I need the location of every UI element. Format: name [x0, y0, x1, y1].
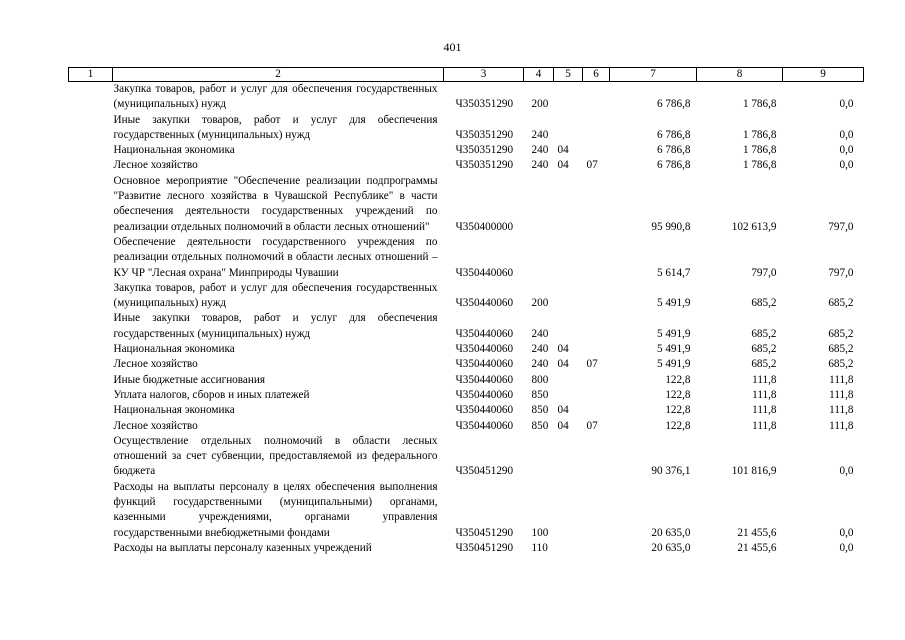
- row-index-cell: [69, 419, 113, 434]
- section-code: [554, 480, 583, 541]
- amount-col9: 797,0: [828, 220, 854, 233]
- section-code: 04: [557, 419, 569, 432]
- amount-col8: 685,2: [751, 297, 777, 310]
- amount-col8: 111,8: [752, 373, 777, 386]
- amount-col9: 0,0: [839, 128, 854, 141]
- header-cell: 2: [113, 68, 444, 82]
- table-body: [69, 82, 864, 557]
- amount-col8: 111,8: [752, 419, 777, 432]
- target-article-code: Ч350440060: [455, 297, 514, 310]
- table-header: [69, 68, 864, 82]
- expense-name: Национальная экономика: [113, 343, 235, 356]
- amount-col8: 21 455,6: [737, 526, 777, 539]
- table-row: [69, 281, 864, 312]
- subsection-code: [583, 403, 610, 418]
- expense-type-code: 200: [531, 98, 549, 111]
- row-index-cell: [69, 113, 113, 144]
- subsection-code: [583, 434, 610, 480]
- header-row: [69, 68, 864, 82]
- amount-col7: 20 635,0: [651, 526, 691, 539]
- amount-col9: 111,8: [829, 419, 854, 432]
- page-number: 401: [443, 40, 462, 54]
- expense-name: Лесное хозяйство: [113, 159, 198, 172]
- amount-col8: 101 816,9: [731, 465, 777, 478]
- target-article-code: Ч350351290: [455, 144, 514, 157]
- amount-col7: 5 614,7: [656, 266, 691, 279]
- expense-name: Расходы на выплаты персоналу в целях обеспечения выполнения функций государственными (муниципальными) органами, казенными учреждениями, органами управления государственными внебюджетными фондами: [113, 480, 438, 539]
- amount-col7: 5 491,9: [656, 297, 691, 310]
- amount-col7: 122,8: [665, 373, 691, 386]
- amount-col8: 111,8: [752, 388, 777, 401]
- target-article-code: Ч350351290: [455, 159, 514, 172]
- amount-col7: 122,8: [665, 404, 691, 417]
- amount-col9: 0,0: [839, 98, 854, 111]
- target-article-code: Ч350400000: [455, 220, 514, 233]
- amount-col7: 5 491,9: [656, 358, 691, 371]
- target-article-code: Ч350440060: [455, 373, 514, 386]
- expense-type-code: [524, 174, 554, 235]
- row-index-cell: [69, 373, 113, 388]
- amount-col9: 0,0: [839, 144, 854, 157]
- subsection-code: [583, 342, 610, 357]
- amount-col9: 0,0: [839, 541, 854, 554]
- section-code: 04: [557, 343, 569, 356]
- subsection-code: [583, 311, 610, 342]
- expense-name: Лесное хозяйство: [113, 419, 198, 432]
- amount-col7: 122,8: [665, 388, 691, 401]
- amount-col7: 122,8: [665, 419, 691, 432]
- expense-type-code: [524, 434, 554, 480]
- row-index-cell: [69, 174, 113, 235]
- expense-type-code: 100: [531, 526, 549, 539]
- table-row: [69, 158, 864, 173]
- expense-type-code: 850: [531, 419, 549, 432]
- expense-type-code: 200: [531, 297, 549, 310]
- expense-type-code: 110: [531, 541, 548, 554]
- section-code: [554, 174, 583, 235]
- section-code: [554, 434, 583, 480]
- section-code: [554, 82, 583, 113]
- header-cell: 7: [610, 68, 697, 82]
- subsection-code: [583, 373, 610, 388]
- target-article-code: Ч350451290: [455, 465, 514, 478]
- expense-type-code: 240: [531, 358, 549, 371]
- row-index-cell: [69, 403, 113, 418]
- header-cell: 5: [554, 68, 583, 82]
- section-code: [554, 311, 583, 342]
- expense-type-code: 240: [531, 343, 549, 356]
- expense-name: Уплата налогов, сборов и иных платежей: [113, 388, 310, 401]
- amount-col8: 111,8: [752, 404, 777, 417]
- table-row: [69, 82, 864, 113]
- row-index-cell: [69, 357, 113, 372]
- amount-col8: 797,0: [751, 266, 777, 279]
- section-code: [554, 541, 583, 556]
- row-index-cell: [69, 311, 113, 342]
- expense-name: Иные закупки товаров, работ и услуг для обеспечения государственных (муниципальных) нужд: [113, 312, 438, 340]
- subsection-code: [583, 388, 610, 403]
- amount-col8: 1 786,8: [742, 144, 777, 157]
- amount-col7: 90 376,1: [651, 465, 691, 478]
- amount-col7: 95 990,8: [651, 220, 691, 233]
- target-article-code: Ч350451290: [455, 526, 514, 539]
- expense-type-code: 240: [531, 327, 549, 340]
- subsection-code: [583, 113, 610, 144]
- table-row: [69, 113, 864, 144]
- table-row: [69, 342, 864, 357]
- table-row: [69, 373, 864, 388]
- amount-col7: 6 786,8: [656, 159, 691, 172]
- expense-name: Осуществление отдельных полномочий в области лесных отношений за счет субвенции, предоставляемой из федерального бюджета: [113, 434, 438, 478]
- section-code: [554, 113, 583, 144]
- section-code: [554, 373, 583, 388]
- section-code: 04: [557, 144, 569, 157]
- header-cell: 6: [583, 68, 610, 82]
- target-article-code: Ч350440060: [455, 388, 514, 401]
- header-cell: 1: [69, 68, 113, 82]
- amount-col9: 111,8: [829, 373, 854, 386]
- row-index-cell: [69, 434, 113, 480]
- table-row: [69, 174, 864, 235]
- amount-col8: 685,2: [751, 327, 777, 340]
- expense-name: Основное мероприятие "Обеспечение реализации подпрограммы "Развитие лесного хозяйства в Чувашской Республике" в части обеспечения деятельности государственных учреждений по реализации отдельных полномочий в области лесных отношений": [113, 174, 438, 233]
- expense-name: Расходы на выплаты персоналу казенных учреждений: [113, 541, 372, 554]
- subsection-code: [583, 143, 610, 158]
- table-row: [69, 388, 864, 403]
- row-index-cell: [69, 541, 113, 556]
- target-article-code: Ч350451290: [455, 541, 514, 554]
- amount-col8: 21 455,6: [737, 541, 777, 554]
- amount-col9: 0,0: [839, 465, 854, 478]
- amount-col8: 1 786,8: [742, 159, 777, 172]
- header-cell: 3: [444, 68, 524, 82]
- expense-type-code: 800: [531, 373, 549, 386]
- section-code: 04: [557, 159, 569, 172]
- section-code: [554, 281, 583, 312]
- subsection-code: 07: [586, 419, 598, 432]
- amount-col9: 0,0: [839, 526, 854, 539]
- row-index-cell: [69, 143, 113, 158]
- amount-col9: 685,2: [828, 327, 854, 340]
- table-row: [69, 143, 864, 158]
- subsection-code: [583, 235, 610, 281]
- row-index-cell: [69, 235, 113, 281]
- amount-col7: 5 491,9: [656, 343, 691, 356]
- target-article-code: Ч350440060: [455, 419, 514, 432]
- expense-name: Обеспечение деятельности государственного учреждения по реализации отдельных полномочий в области лесных отношений – КУ ЧР "Лесная охрана" Минприроды Чувашии: [113, 235, 438, 279]
- table-row: [69, 235, 864, 281]
- expense-name: Иные бюджетные ассигнования: [113, 373, 265, 386]
- target-article-code: Ч350440060: [455, 343, 514, 356]
- target-article-code: Ч350351290: [455, 128, 514, 141]
- budget-table: [68, 67, 864, 556]
- subsection-code: 07: [586, 159, 598, 172]
- target-article-code: Ч350440060: [455, 404, 514, 417]
- expense-name: Лесное хозяйство: [113, 358, 198, 371]
- row-index-cell: [69, 480, 113, 541]
- target-article-code: Ч350440060: [455, 358, 514, 371]
- expense-type-code: 850: [531, 388, 549, 401]
- amount-col9: 685,2: [828, 358, 854, 371]
- amount-col9: 111,8: [829, 404, 854, 417]
- target-article-code: Ч350440060: [455, 327, 514, 340]
- amount-col7: 6 786,8: [656, 98, 691, 111]
- amount-col7: 6 786,8: [656, 144, 691, 157]
- expense-type-code: 240: [531, 128, 549, 141]
- amount-col8: 685,2: [751, 358, 777, 371]
- expense-type-code: 850: [531, 404, 549, 417]
- section-code: 04: [557, 358, 569, 371]
- target-article-code: Ч350351290: [455, 98, 514, 111]
- amount-col9: 0,0: [839, 159, 854, 172]
- subsection-code: [583, 281, 610, 312]
- section-code: [554, 235, 583, 281]
- table-row: [69, 480, 864, 541]
- amount-col8: 685,2: [751, 343, 777, 356]
- amount-col7: 5 491,9: [656, 327, 691, 340]
- amount-col8: 1 786,8: [742, 98, 777, 111]
- table-row: [69, 357, 864, 372]
- expense-name: Закупка товаров, работ и услуг для обеспечения государственных (муниципальных) нужд: [113, 281, 438, 310]
- subsection-code: [583, 480, 610, 541]
- header-cell: 8: [697, 68, 783, 82]
- header-cell: 9: [783, 68, 864, 82]
- subsection-code: [583, 82, 610, 113]
- table-row: [69, 434, 864, 480]
- expense-name: Национальная экономика: [113, 144, 235, 157]
- section-code: 04: [557, 404, 569, 417]
- table-row: [69, 419, 864, 434]
- amount-col9: 797,0: [828, 266, 854, 279]
- section-code: [554, 388, 583, 403]
- subsection-code: [583, 541, 610, 556]
- subsection-code: 07: [586, 358, 598, 371]
- expense-type-code: 240: [531, 144, 549, 157]
- amount-col8: 102 613,9: [731, 220, 777, 233]
- amount-col8: 1 786,8: [742, 128, 777, 141]
- amount-col9: 685,2: [828, 343, 854, 356]
- expense-name: Национальная экономика: [113, 404, 235, 417]
- table-row: [69, 403, 864, 418]
- row-index-cell: [69, 158, 113, 173]
- target-article-code: Ч350440060: [455, 266, 514, 279]
- subsection-code: [583, 174, 610, 235]
- row-index-cell: [69, 82, 113, 113]
- header-cell: 4: [524, 68, 554, 82]
- amount-col7: 6 786,8: [656, 128, 691, 141]
- row-index-cell: [69, 281, 113, 312]
- row-index-cell: [69, 388, 113, 403]
- table-row: [69, 311, 864, 342]
- amount-col9: 685,2: [828, 297, 854, 310]
- table-row: [69, 541, 864, 556]
- row-index-cell: [69, 342, 113, 357]
- expense-type-code: [524, 235, 554, 281]
- amount-col7: 20 635,0: [651, 541, 691, 554]
- expense-name: Закупка товаров, работ и услуг для обеспечения государственных (муниципальных) нужд: [113, 83, 438, 111]
- amount-col9: 111,8: [829, 388, 854, 401]
- expense-type-code: 240: [531, 159, 549, 172]
- expense-name: Иные закупки товаров, работ и услуг для обеспечения государственных (муниципальных) нужд: [113, 113, 438, 141]
